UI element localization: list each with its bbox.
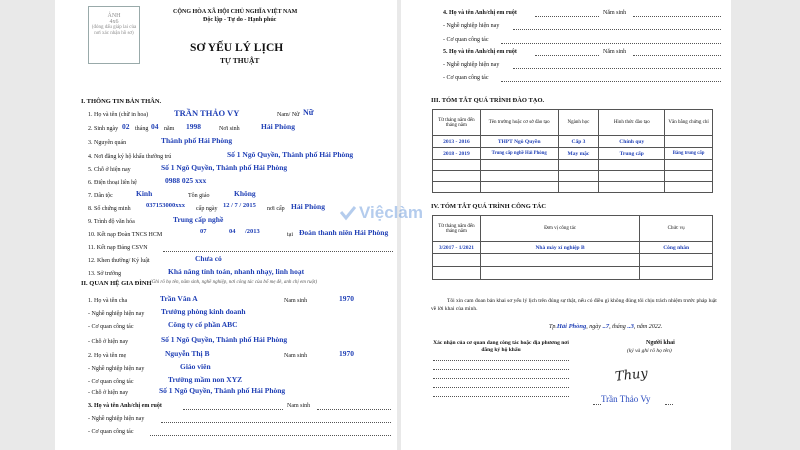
table-row [433,171,713,182]
table-row [433,242,713,254]
table-cell: Trung cấp nghề Hải Phòng [480,148,558,160]
birthplace: Hải Phòng [261,122,295,131]
sibling4-work-label: - Cơ quan công tác [443,37,489,43]
mother-home-label: - Chỗ ở hiện nay [88,390,129,396]
confirm-line [433,396,569,397]
work-history-table [432,215,713,280]
signer-dots-right [665,404,673,405]
mother-year-label: Nam sinh [284,353,308,359]
table-cell: 2018 - 2019 [433,148,481,160]
training-col-degree: Văn bằng chứng chỉ [665,110,713,136]
document-subtitle: TỰ THUẬT [220,56,260,65]
id-date-label: cấp ngày [196,206,218,212]
table-row [433,136,713,148]
table-cell: Công nhân [640,242,713,254]
dob-day: 02 [122,122,130,131]
full-name: TRẦN THẢO VY [174,108,240,118]
table-cell: Bằng trung cấp [665,148,713,160]
sibling4-year-blank [633,16,721,17]
party-blank [163,251,393,252]
union-year: /2013 [245,228,260,235]
union-month: 04 [229,228,236,235]
section2-note: (Ghi rõ họ tên, năm sinh, nghề nghiệp, nơi công tác của bố mẹ đẻ, anh chị em ruột) [150,280,318,285]
document-title: SƠ YẾU LÝ LỊCH [190,42,284,54]
father-job-label: - Nghề nghiệp hiện nay [88,311,145,317]
sibling5-year-blank [633,55,721,56]
sibling5-label: 5. Họ và tên Anh/chị em ruột [443,49,517,55]
father-home: Số 1 Ngô Quyền, Thành phố Hải Phòng [161,335,288,344]
sibling3-label: 3. Họ và tên Anh/chị em ruột [88,403,162,409]
section3-heading: III. TÓM TẮT QUÁ TRÌNH ĐÀO TẠO. [431,97,545,104]
father-label: 1. Họ và tên cha [88,298,128,304]
mother-job-label: - Nghề nghiệp hiện nay [88,366,145,372]
motto: Độc lập - Tự do - Hạnh phúc [203,17,277,23]
table-cell: May mặc [558,148,599,160]
confirm-line [433,369,569,370]
sibling5-job-blank [513,68,721,69]
watermark-text: Việclàm [359,203,423,222]
residence-label: 4. Nơi đăng ký hộ khẩu thường trú [88,154,172,160]
sibling3-year-label: Nam sinh [287,403,311,409]
origin: Thành phố Hải Phòng [161,136,233,145]
table-cell: 3/2017 - 1/2021 [433,242,481,254]
father-home-label: - Chỗ ở hiện nay [88,339,129,345]
union-at-label: tại [287,232,293,238]
signer-name: Trần Thảo Vy [601,394,651,404]
id-number: 037153000xxx [146,202,185,209]
mother-work: Trường mầm non XYZ [168,375,243,384]
training-table [432,109,713,193]
dob-label: 2. Sinh ngày [88,126,119,132]
training-col-major: Ngành học [558,110,599,136]
confirm-title: Xác nhận của cơ quan đang công tác hoặc địa phương nơi đăng ký hộ khẩu [433,340,569,353]
sibling4-job-blank [513,29,721,30]
father-year: 1970 [339,294,354,303]
gender: Nữ [303,108,314,117]
work-col-period: Từ tháng năm đến tháng năm [433,216,481,242]
dob-month: 04 [151,122,159,131]
father-job: Trưởng phòng kinh doanh [161,307,246,316]
sibling3-job-blank [161,422,391,423]
id-label: 8. Số chứng minh [88,206,131,212]
sibling3-work-label: - Cơ quan công tác [88,429,134,435]
sibling5-name-blank [535,55,599,56]
checkmark-icon [340,205,356,221]
id-place-label: nơi cấp [267,206,285,212]
ethnic: Kinh [136,189,153,198]
dob-year: 1998 [186,122,201,131]
father-name: Trần Văn A [160,294,198,303]
gender-label: Nam/ Nữ [277,112,300,118]
culture-label: 9. Trình độ văn hóa [88,219,135,225]
father-work: Công ty cổ phần ABC [168,320,238,329]
sibling5-year-label: Năm sinh [603,49,627,55]
phone: 0988 025 xxx [165,176,207,185]
table-cell: Trung cấp [599,148,665,160]
section1-heading: I. THÔNG TIN BẢN THÂN. [81,98,162,105]
photo-placeholder: ẢNH 4x6 (đóng dấu giáp lai của nơi xác nhận hồ sơ) [88,6,140,64]
current-address: Số 1 Ngô Quyền, Thành phố Hải Phòng [161,163,288,172]
table-cell: Chính quy [599,136,665,148]
sibling3-year-blank [317,409,391,410]
birthplace-label: Nơi sinh [219,126,240,132]
origin-label: 3. Nguyên quán [88,140,127,146]
sibling4-label: 4. Họ và tên Anh/chị em ruột [443,10,517,16]
mother-work-label: - Cơ quan công tác [88,379,134,385]
year-label: , năm 2022. [633,324,663,330]
sibling5-work-blank [501,81,721,82]
signing-day: 7 [605,323,610,330]
declarer-note: (ký và ghi rõ họ tên) [627,348,672,354]
sibling5-job-label: - Nghề nghiệp hiện nay [443,62,500,68]
culture: Trung cấp nghề [173,215,224,224]
sibling3-name-blank [183,409,283,410]
table-cell [665,136,713,148]
table-cell: Cấp 3 [558,136,599,148]
father-year-label: Nam sinh [284,298,308,304]
mother-label: 2. Họ và tên mẹ [88,353,127,359]
sibling3-job-label: - Nghề nghiệp hiện nay [88,416,145,422]
signer-dots-left [593,404,601,405]
ethnic-label: 7. Dân tộc [88,193,113,199]
religion: Không [234,189,256,198]
signing-place: Hải Phòng [556,323,587,330]
table-row [433,182,713,193]
declaration-text: Tôi xin cam đoan bản khai sơ yếu lý lịch trên đúng sự thật, nếu có điều gì không đúng tôi chịu trách nhiệm trước pháp luật về lời khai của mình. [431,298,717,312]
union-day: 07 [200,228,207,235]
mother-year: 1970 [339,349,354,358]
strength: Khả năng tính toán, nhanh nhạy, linh hoạt [168,267,305,276]
mother-home: Số 1 Ngô Quyền, Thành phố Hải Phòng [159,386,286,395]
table-cell: THPT Ngô Quyền [480,136,558,148]
training-col-type: Hình thức đào tạo [599,110,665,136]
sibling4-work-blank [501,43,721,44]
reward-label: 12. Khen thưởng/ Kỷ luật [88,258,150,264]
work-col-unit: Đơn vị công tác [480,216,639,242]
residence: Số 1 Ngô Quyền, Thành phố Hải Phòng [227,150,354,159]
reward: Chưa có [195,254,222,263]
declarer-title: Người khai [646,340,675,346]
id-place: Hải Phòng [291,202,325,211]
table-cell: 2013 - 2016 [433,136,481,148]
sibling4-year-label: Năm sinh [603,10,627,16]
table-row [433,160,713,171]
dob-year-label: năm [164,126,175,132]
table-cell: Nhà máy xí nghiệp B [480,242,639,254]
union-label: 10. Kết nạp Đoàn TNCS HCM [88,232,163,238]
section4-heading: IV. TÓM TẮT QUÁ TRÌNH CÔNG TÁC [431,203,547,210]
sibling4-job-label: - Nghề nghiệp hiện nay [443,23,500,29]
month-label: , tháng [609,324,626,330]
mother-job: Giáo viên [180,362,211,371]
table-row [433,254,713,267]
confirm-line [433,387,569,388]
sibling4-name-blank [535,16,599,17]
strength-label: 13. Sở trường [88,271,122,277]
cv-page-right [401,0,731,450]
signing-month: 3 [630,323,634,330]
signature: Thuy [614,366,649,385]
training-col-period: Từ tháng năm đến tháng năm [433,110,481,136]
work-col-position: Chức vụ [640,216,713,242]
religion-label: Tôn giáo [188,193,210,199]
table-row [433,148,713,160]
dob-month-label: tháng [135,126,149,132]
confirm-line [433,378,569,379]
id-date: 12 / 7 / 2015 [223,202,256,209]
place-prefix: Tp. [549,324,557,330]
sibling3-work-blank [150,435,391,436]
section2-heading: II. QUAN HỆ GIA ĐÌNH [81,280,152,287]
mother-name: Nguyễn Thị B [165,349,210,358]
signing-date: Tp.Hải Phòng, ngày ..7, tháng ..3, năm 2022. [549,323,663,330]
day-label: , ngày [586,324,601,330]
confirm-line [433,360,569,361]
cv-page-left [55,0,397,450]
training-col-school: Tên trường hoặc cơ sở đào tạo [480,110,558,136]
table-row [433,267,713,280]
watermark [340,203,423,223]
phone-label: 6. Điện thoại liên hệ [88,180,137,186]
father-work-label: - Cơ quan công tác [88,324,134,330]
name-label: 1. Họ và tên (chữ in hoa) [88,112,149,118]
country-header: CỘNG HÒA XÃ HỘI CHỦ NGHĨA VIỆT NAM [173,9,298,15]
current-address-label: 5. Chỗ ở hiện nay [88,167,131,173]
party-label: 11. Kết nạp Đảng CSVN [88,245,148,251]
sibling5-work-label: - Cơ quan công tác [443,75,489,81]
union-place: Đoàn thanh niên Hải Phòng [299,228,389,237]
